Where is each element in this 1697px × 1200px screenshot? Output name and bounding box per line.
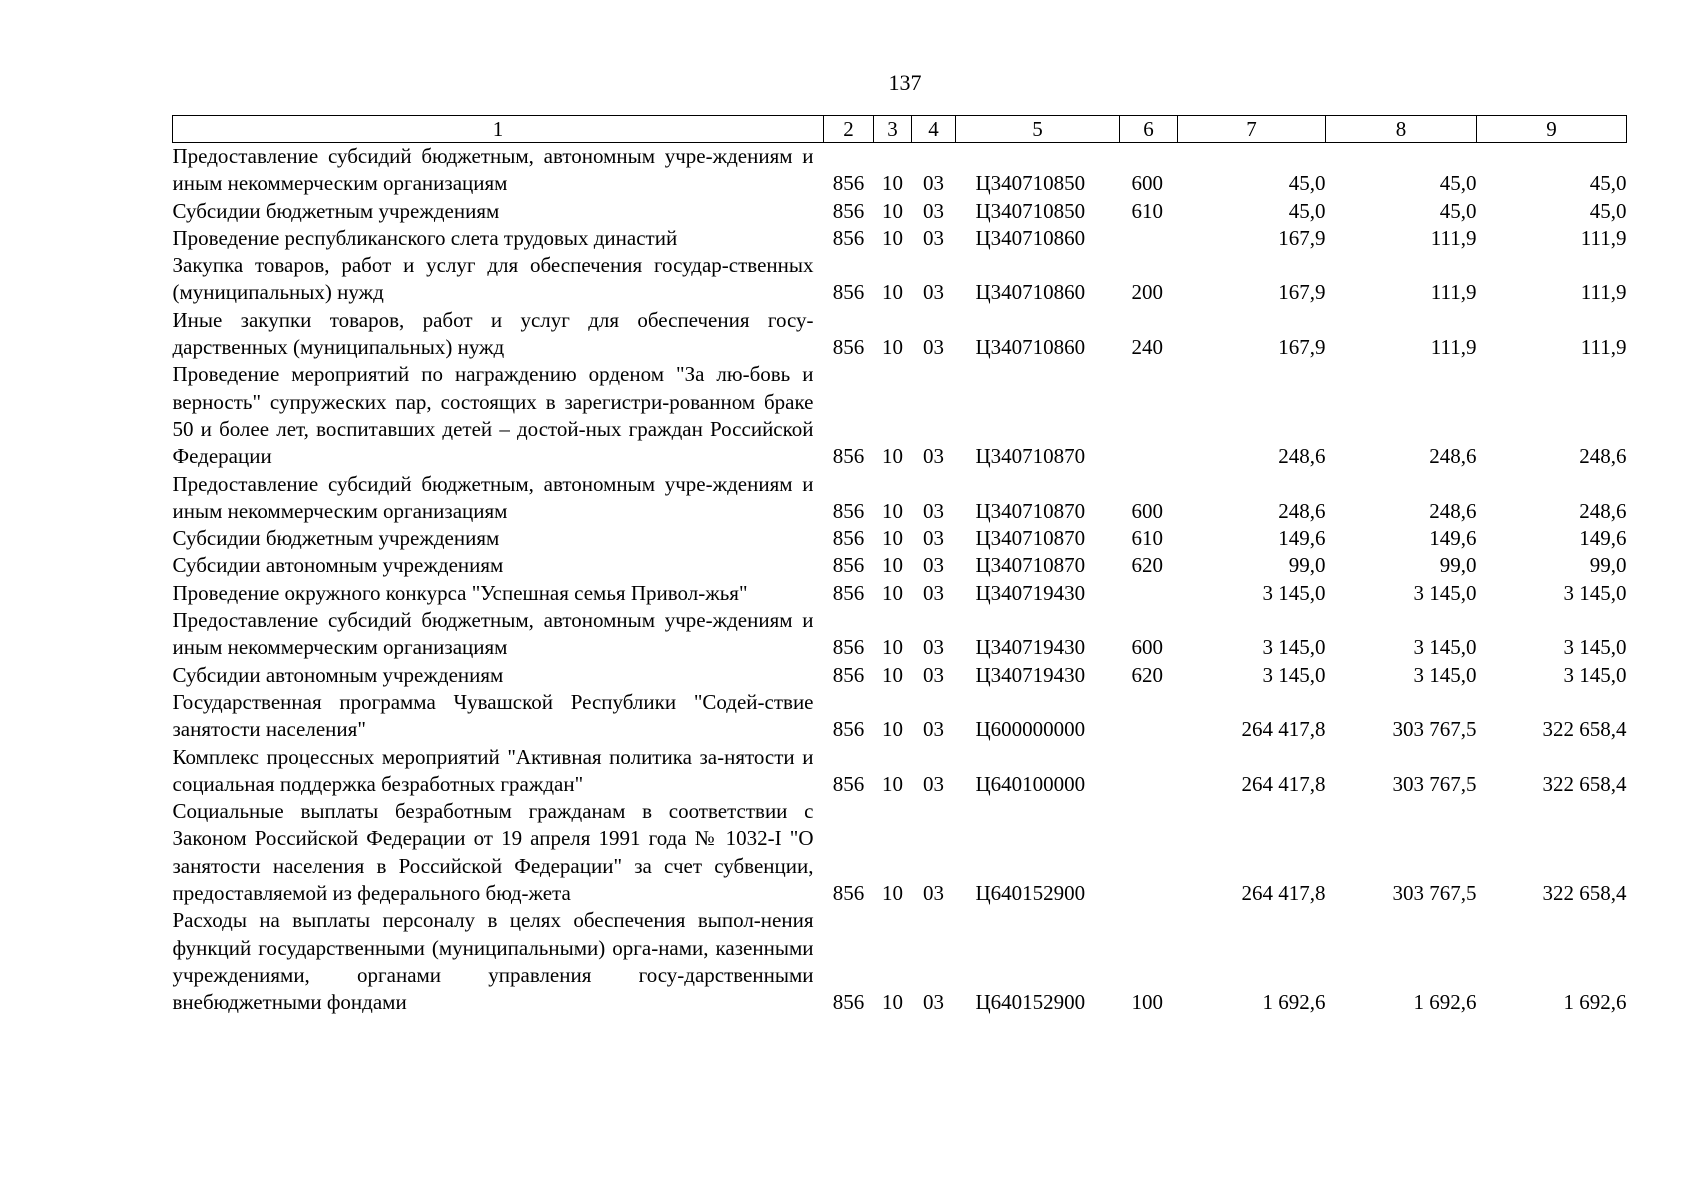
- amount-year3-cell: 45,0: [1589, 171, 1627, 196]
- expense-type-cell: 620: [1131, 662, 1163, 687]
- page-number: 137: [888, 70, 922, 95]
- section-cell: 10: [882, 498, 903, 523]
- table-row: [173, 662, 1627, 689]
- section-cell: 10: [882, 580, 903, 605]
- amount-year3-cell: 45,0: [1589, 198, 1627, 223]
- target-article-cell: Ц340719430: [975, 662, 1086, 687]
- table-row: [173, 552, 1627, 579]
- gov-code-cell: 856: [832, 280, 865, 305]
- amount-year1-cell: 167,9: [1278, 225, 1326, 250]
- gov-code-cell: 856: [832, 444, 865, 469]
- column-header: 3: [874, 116, 912, 143]
- subsection-cell: 03: [923, 335, 944, 360]
- subsection-cell: 03: [923, 771, 944, 796]
- row-name-cell: Социальные выплаты безработным гражданам в соответствии с Законом Российской Федерации от 19 апреля 1991 года № 1032-I "О занятости населения в Российской Федерации" за счет субвенции, предоставляемой из федерального бюд-жета: [172, 799, 814, 906]
- gov-code-cell: 856: [832, 335, 865, 360]
- gov-code-cell: 856: [832, 771, 865, 796]
- gov-code-cell: 856: [832, 198, 865, 223]
- subsection-cell: 03: [923, 990, 944, 1015]
- expense-type-cell: [1120, 744, 1178, 799]
- amount-year2-cell: 248,6: [1429, 444, 1477, 469]
- amount-year1-cell: 264 417,8: [1241, 717, 1326, 742]
- target-article-cell: Ц340710870: [975, 498, 1086, 523]
- target-article-cell: Ц340710850: [975, 171, 1086, 196]
- expense-type-cell: [1120, 798, 1178, 907]
- column-header: 2: [824, 116, 874, 143]
- amount-year1-cell: 3 145,0: [1262, 580, 1326, 605]
- row-name-cell: Расходы на выплаты персоналу в целях обеспечения выпол-нения функций государственными (муниципальными) орга-нами, казенными учреждениями, органами управления госу-дарственными внебюджетными фондами: [172, 908, 814, 1015]
- amount-year1-cell: 45,0: [1288, 198, 1326, 223]
- amount-year1-cell: 99,0: [1288, 553, 1326, 578]
- target-article-cell: Ц340710860: [975, 280, 1086, 305]
- amount-year1-cell: 248,6: [1278, 498, 1326, 523]
- section-cell: 10: [882, 635, 903, 660]
- expense-type-cell: 610: [1131, 198, 1163, 223]
- section-cell: 10: [882, 662, 903, 687]
- amount-year3-cell: 99,0: [1589, 553, 1627, 578]
- amount-year3-cell: 111,9: [1580, 280, 1627, 305]
- expense-type-cell: 600: [1131, 635, 1163, 660]
- section-cell: 10: [882, 335, 903, 360]
- row-name-cell: Закупка товаров, работ и услуг для обеспечения государ-ственных (муниципальных) нужд: [172, 253, 814, 305]
- amount-year3-cell: 111,9: [1580, 335, 1627, 360]
- amount-year3-cell: 3 145,0: [1563, 580, 1627, 605]
- table-row: [173, 798, 1627, 907]
- table-row: [173, 525, 1627, 552]
- target-article-cell: Ц640152900: [975, 990, 1086, 1015]
- gov-code-cell: 856: [832, 635, 865, 660]
- section-cell: 10: [882, 225, 903, 250]
- gov-code-cell: 856: [832, 717, 865, 742]
- row-name-cell: Проведение республиканского слета трудовых династий: [172, 225, 678, 250]
- amount-year1-cell: 45,0: [1288, 171, 1326, 196]
- column-header: 9: [1477, 116, 1627, 143]
- section-cell: 10: [882, 526, 903, 551]
- row-name-cell: Предоставление субсидий бюджетным, автономным учре-ждениям и иным некоммерческим организациям: [172, 608, 814, 660]
- row-name-cell: Субсидии бюджетным учреждениям: [172, 198, 500, 223]
- amount-year1-cell: 149,6: [1278, 526, 1326, 551]
- target-article-cell: Ц340710870: [975, 526, 1086, 551]
- section-cell: 10: [882, 198, 903, 223]
- column-number-header-row: [173, 116, 1627, 143]
- expense-type-cell: 610: [1131, 526, 1163, 551]
- row-name-cell: Иные закупки товаров, работ и услуг для обеспечения госу-дарственных (муниципальных) нужд: [172, 307, 814, 360]
- amount-year1-cell: 3 145,0: [1262, 635, 1326, 660]
- expense-type-cell: 600: [1131, 498, 1163, 523]
- gov-code-cell: 856: [832, 225, 865, 250]
- expense-type-cell: [1120, 225, 1178, 252]
- subsection-cell: 03: [923, 580, 944, 605]
- expense-type-cell: 100: [1131, 990, 1163, 1015]
- target-article-cell: Ц340710860: [975, 335, 1086, 360]
- row-name-cell: Предоставление субсидий бюджетным, автономным учре-ждениям и иным некоммерческим организациям: [172, 471, 814, 523]
- section-cell: 10: [882, 444, 903, 469]
- table-row: [173, 744, 1627, 799]
- budget-table: [172, 115, 1627, 1017]
- subsection-cell: 03: [923, 444, 944, 469]
- subsection-cell: 03: [923, 717, 944, 742]
- section-cell: 10: [882, 771, 903, 796]
- section-cell: 10: [882, 553, 903, 578]
- column-header: 7: [1178, 116, 1326, 143]
- section-cell: 10: [882, 881, 903, 906]
- gov-code-cell: 856: [832, 990, 865, 1015]
- column-header: 4: [912, 116, 956, 143]
- gov-code-cell: 856: [832, 553, 865, 578]
- amount-year2-cell: 3 145,0: [1413, 580, 1477, 605]
- table-row: [173, 471, 1627, 526]
- subsection-cell: 03: [923, 553, 944, 578]
- expense-type-cell: [1120, 580, 1178, 607]
- amount-year3-cell: 248,6: [1579, 498, 1627, 523]
- subsection-cell: 03: [923, 881, 944, 906]
- table-row: [173, 307, 1627, 362]
- amount-year3-cell: 3 145,0: [1563, 662, 1627, 687]
- expense-type-cell: 620: [1131, 553, 1163, 578]
- table-body: [173, 143, 1627, 1017]
- amount-year2-cell: 3 145,0: [1413, 635, 1477, 660]
- row-name-cell: Проведение окружного конкурса "Успешная семья Привол-жья": [172, 580, 748, 605]
- amount-year2-cell: 303 767,5: [1392, 717, 1477, 742]
- expense-type-cell: 240: [1131, 335, 1163, 360]
- table-row: [173, 252, 1627, 307]
- amount-year1-cell: 264 417,8: [1241, 881, 1326, 906]
- row-name-cell: Субсидии автономным учреждениям: [172, 662, 504, 687]
- table-row: [173, 907, 1627, 1016]
- amount-year2-cell: 303 767,5: [1392, 771, 1477, 796]
- column-header: 1: [173, 116, 824, 143]
- amount-year2-cell: 248,6: [1429, 498, 1477, 523]
- amount-year2-cell: 45,0: [1439, 171, 1477, 196]
- amount-year1-cell: 248,6: [1278, 444, 1326, 469]
- amount-year2-cell: 149,6: [1429, 526, 1477, 551]
- section-cell: 10: [882, 280, 903, 305]
- gov-code-cell: 856: [832, 881, 865, 906]
- subsection-cell: 03: [923, 526, 944, 551]
- section-cell: 10: [882, 171, 903, 196]
- column-header: 6: [1120, 116, 1178, 143]
- target-article-cell: Ц640152900: [975, 881, 1086, 906]
- amount-year2-cell: 3 145,0: [1413, 662, 1477, 687]
- subsection-cell: 03: [923, 662, 944, 687]
- amount-year3-cell: 3 145,0: [1563, 635, 1627, 660]
- row-name-cell: Проведение мероприятий по награждению орденом "За лю-бовь и верность" супружеских пар, состоящих в зарегистри-рованном браке 50 и более лет, воспитавших детей – достой-ных граждан Российской Федерации: [172, 362, 814, 469]
- target-article-cell: Ц340710850: [975, 198, 1086, 223]
- column-header: 5: [956, 116, 1120, 143]
- amount-year3-cell: 248,6: [1579, 444, 1627, 469]
- gov-code-cell: 856: [832, 498, 865, 523]
- target-article-cell: Ц340719430: [975, 635, 1086, 660]
- amount-year3-cell: 322 658,4: [1542, 881, 1627, 906]
- table-row: [173, 225, 1627, 252]
- subsection-cell: 03: [923, 280, 944, 305]
- row-name-cell: Субсидии автономным учреждениям: [172, 553, 504, 578]
- expense-type-cell: 600: [1131, 171, 1163, 196]
- subsection-cell: 03: [923, 635, 944, 660]
- row-name-cell: Субсидии бюджетным учреждениям: [172, 526, 500, 551]
- row-name-cell: Комплекс процессных мероприятий "Активная политика за-нятости и социальная поддержка безработных граждан": [172, 744, 814, 796]
- amount-year2-cell: 111,9: [1430, 280, 1477, 305]
- amount-year2-cell: 111,9: [1430, 225, 1477, 250]
- subsection-cell: 03: [923, 225, 944, 250]
- gov-code-cell: 856: [832, 662, 865, 687]
- table-row: [173, 607, 1627, 662]
- target-article-cell: Ц340710870: [975, 444, 1086, 469]
- gov-code-cell: 856: [832, 580, 865, 605]
- subsection-cell: 03: [923, 498, 944, 523]
- table-row: [173, 580, 1627, 607]
- expense-type-cell: 200: [1131, 280, 1163, 305]
- amount-year3-cell: 1 692,6: [1563, 990, 1627, 1015]
- amount-year1-cell: 3 145,0: [1262, 662, 1326, 687]
- column-header: 8: [1326, 116, 1477, 143]
- amount-year1-cell: 167,9: [1278, 280, 1326, 305]
- subsection-cell: 03: [923, 198, 944, 223]
- expense-type-cell: [1120, 361, 1178, 470]
- section-cell: 10: [882, 990, 903, 1015]
- gov-code-cell: 856: [832, 526, 865, 551]
- table-row: [173, 689, 1627, 744]
- amount-year3-cell: 322 658,4: [1542, 771, 1627, 796]
- table-row: [173, 198, 1627, 225]
- target-article-cell: Ц640100000: [975, 771, 1086, 796]
- amount-year3-cell: 149,6: [1579, 526, 1627, 551]
- target-article-cell: Ц600000000: [975, 717, 1086, 742]
- amount-year2-cell: 99,0: [1439, 553, 1477, 578]
- amount-year3-cell: 111,9: [1580, 225, 1627, 250]
- table-row: [173, 361, 1627, 470]
- gov-code-cell: 856: [832, 171, 865, 196]
- target-article-cell: Ц340710860: [975, 225, 1086, 250]
- amount-year2-cell: 1 692,6: [1413, 990, 1477, 1015]
- table-row: [173, 143, 1627, 198]
- subsection-cell: 03: [923, 171, 944, 196]
- amount-year2-cell: 45,0: [1439, 198, 1477, 223]
- amount-year3-cell: 322 658,4: [1542, 717, 1627, 742]
- amount-year2-cell: 111,9: [1430, 335, 1477, 360]
- amount-year1-cell: 264 417,8: [1241, 771, 1326, 796]
- amount-year2-cell: 303 767,5: [1392, 881, 1477, 906]
- expense-type-cell: [1120, 689, 1178, 744]
- target-article-cell: Ц340710870: [975, 553, 1086, 578]
- row-name-cell: Государственная программа Чувашской Республики "Содей-ствие занятости населения": [172, 689, 814, 742]
- amount-year1-cell: 1 692,6: [1262, 990, 1326, 1015]
- target-article-cell: Ц340719430: [975, 580, 1086, 605]
- section-cell: 10: [882, 717, 903, 742]
- amount-year1-cell: 167,9: [1278, 335, 1326, 360]
- row-name-cell: Предоставление субсидий бюджетным, автономным учре-ждениям и иным некоммерческим организациям: [172, 144, 814, 196]
